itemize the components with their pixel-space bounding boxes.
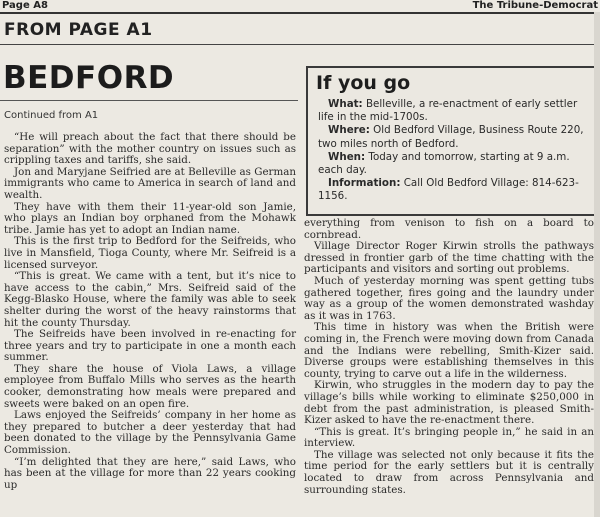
headline-rule (0, 100, 298, 101)
paragraph: Jon and Maryjane Seifried are at Belleville as German immigrants who came to America in search of land and wealth. (4, 165, 296, 201)
paragraph: The village was selected not only because it fits the time period for the early settlers but it is centrally located to draw from across Pennsylvania and surrounding states. (304, 448, 594, 496)
info-text: Call Old Bedford Village: 814-623-1156. (318, 177, 579, 203)
info-what (318, 98, 586, 124)
headline: BEDFORD (3, 60, 175, 96)
section-heading: FROM PAGE A1 (4, 20, 153, 40)
info-label: Where: (328, 124, 370, 137)
paragraph: “This is great. It’s bringing people in,” he said in an interview. (304, 425, 594, 450)
paragraph: They have with them their 11-year-old son Jamie, who plays an Indian boy orphaned from the Mohawk tribe. Jamie has yet to adopt an Indian name. (4, 200, 296, 236)
info-information (318, 177, 586, 203)
box-body (318, 98, 586, 204)
section-rule (0, 44, 600, 45)
paragraph: This is the first trip to Bedford for the Seifreids, who live in Mansfield, Tioga County, where Mr. Seifreid is a licensed surveyor. (4, 235, 296, 271)
top-rule (0, 12, 600, 14)
clipping-edge (594, 12, 600, 517)
paragraph: They share the house of Viola Laws, a village employee from Buffalo Mills who serves as the hearth cooker, demonstrating how meals were prepared and sweets were baked on an open fire. (4, 362, 296, 410)
page-label: Page A8 (2, 0, 48, 11)
info-label: Information: (328, 177, 401, 190)
info-where (318, 124, 586, 150)
paragraph: “He will preach about the fact that there should be separation” with the mother country on issues such as crippling taxes and tariffs, she said. (4, 131, 296, 167)
info-text: Today and tomorrow, starting at 9 a.m. each day. (318, 150, 570, 177)
paragraph: everything from venison to fish on a board to cornbread. (304, 217, 594, 241)
continued-line: Continued from A1 (4, 110, 99, 121)
info-when (318, 151, 586, 177)
article-column-1 (4, 132, 296, 491)
paragraph: “I’m delighted that they are here,” said Laws, who has been at the village for more than 22 years cooking up (4, 455, 296, 491)
page-header (0, 0, 600, 12)
paragraph: Laws enjoyed the Seifreids’ company in her home as they prepared to butcher a deer yesterday that had been donated to the village by the Pennsylvania Game Commission. (4, 409, 296, 457)
info-label: When: (328, 150, 366, 163)
if-you-go-box (306, 66, 596, 216)
box-title: If you go (316, 72, 411, 94)
paragraph: Much of yesterday morning was spent getting tubs gathered together, fires going and the laundry under way as a group of the women demonstrated washday as it was in 1763. (304, 274, 594, 322)
info-label: What: (328, 98, 363, 110)
paragraph: This time in history was when the British were coming in, the French were moving down from Canada and the Indians were rebelling, Smith-Kizer said. Diverse groups were establishing themselves in this county, trying to carve out a life in the wilderness. (304, 321, 594, 380)
info-text: Old Bedford Village, Business Route 220, two miles north of Bedford. (318, 124, 584, 150)
paragraph: Village Director Roger Kirwin strolls the pathways dressed in frontier garb of the time chatting with the participants and visitors and sorting out problems. (304, 240, 594, 276)
paragraph: Kirwin, who struggles in the modern day to pay the village’s bills while working to eliminate $250,000 in debt from the past administration, is pleased Smith-Kizer asked to have the re-enactment there. (304, 379, 594, 427)
article-column-2 (304, 218, 594, 496)
paragraph: The Seifreids have been involved in re-enacting for three years and try to participate in one a month each summer. (4, 328, 296, 364)
paragraph: “This is great. We came with a tent, but it’s nice to have access to the cabin,” Mrs. Seifreid said of the Kegg-Blasko House, where the family was able to seek shelter during the worst of the heavy rainstorms that hit the county Thursday. (4, 270, 296, 329)
info-text: Belleville, a re-enactment of early settler life in the mid-1700s. (318, 98, 578, 124)
paper-name: The Tribune-Democrat (472, 0, 598, 11)
